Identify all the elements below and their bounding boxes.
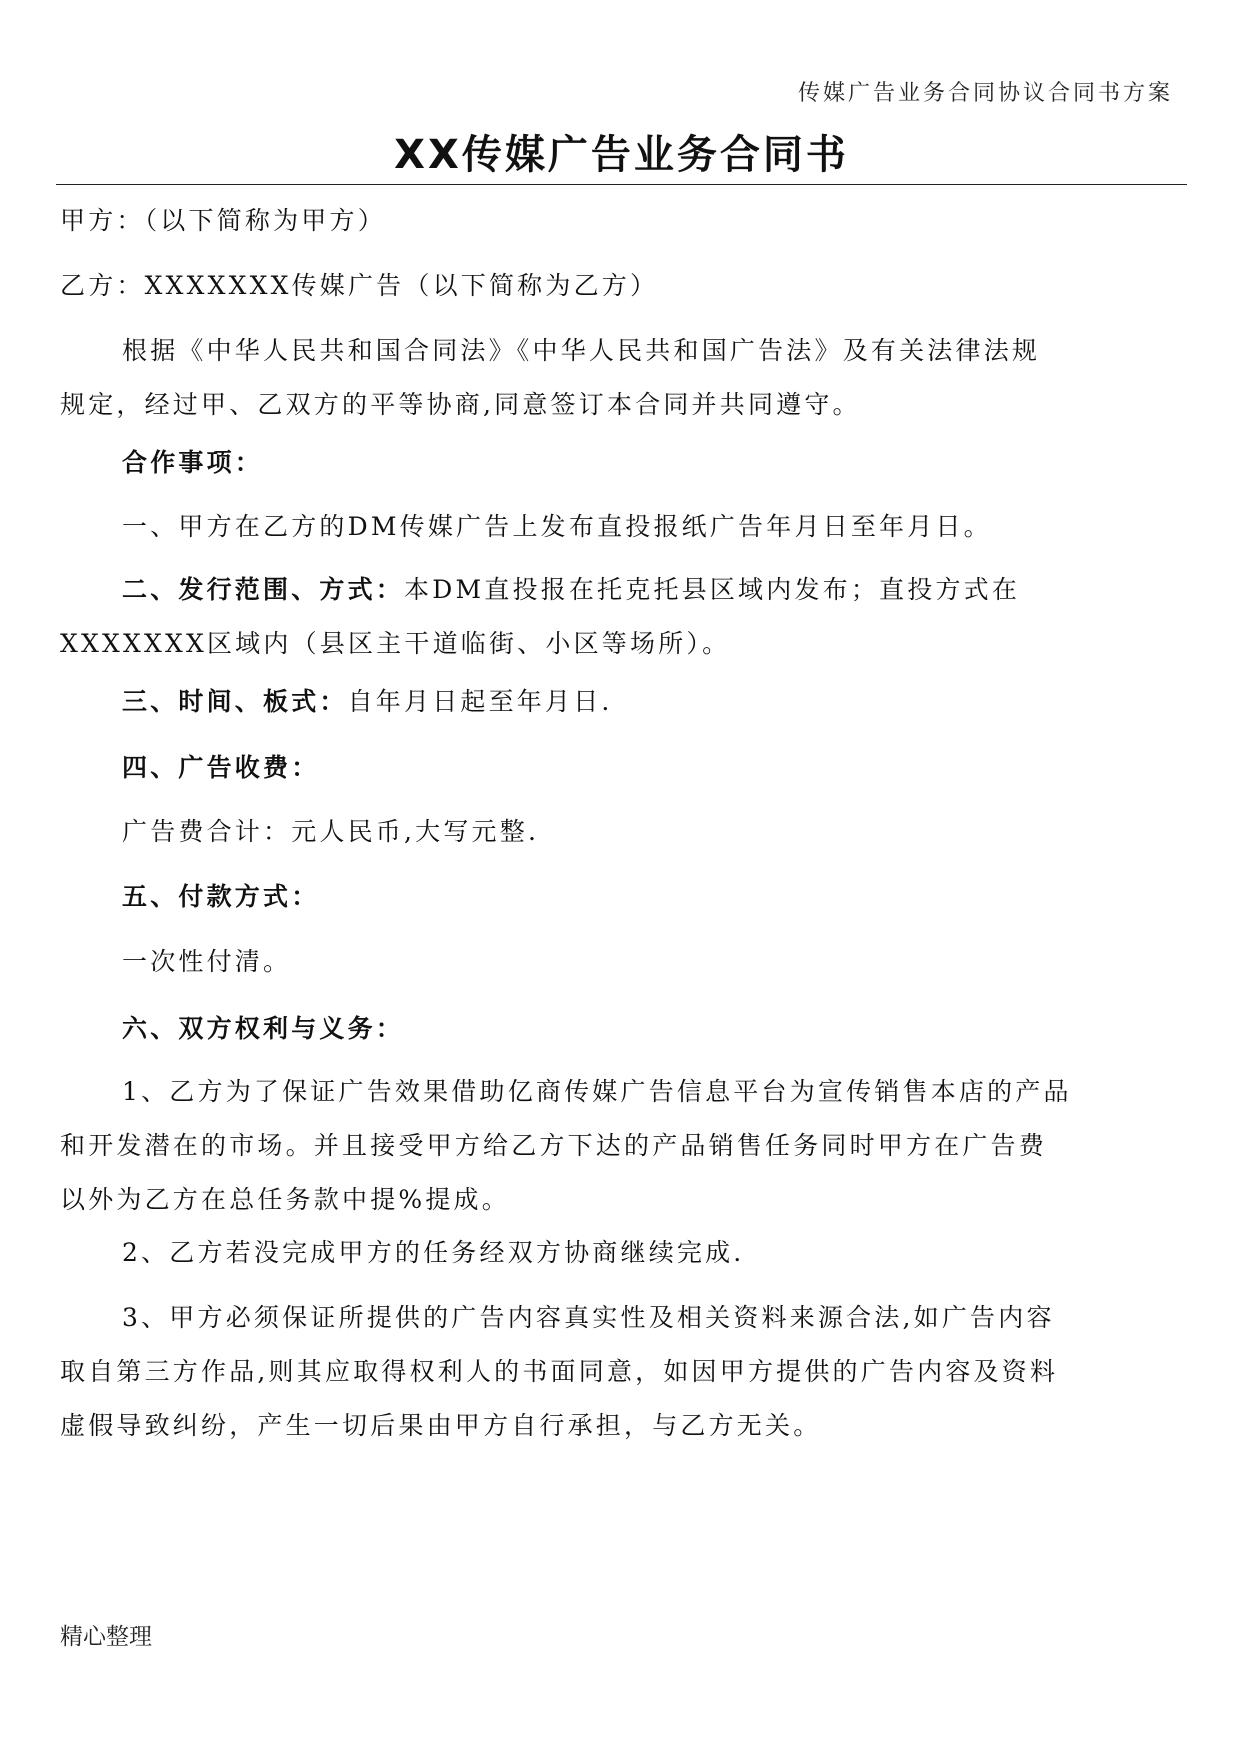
item-4-text: 广告费合计：元人民币,大写元整. [122, 817, 540, 846]
item-2-heading: 二、发行范围、方式： [122, 575, 405, 604]
document-title: XX传媒广告业务合同书 [394, 132, 849, 178]
running-header: 传媒广告业务合同协议合同书方案 [797, 81, 1173, 106]
title-block [56, 130, 1187, 185]
item-5-heading: 五、付款方式： [122, 882, 320, 911]
clause-3-line: 取自第三方作品,则其应取得权利人的书面同意，如因甲方提供的广告内容及资料 [60, 1357, 1059, 1386]
preamble-paragraph [60, 324, 1184, 432]
footer-note: 精心整理 [60, 1624, 152, 1650]
item-3-heading: 三、时间、板式： [122, 687, 348, 716]
item-5-text: 一次性付清。 [122, 947, 292, 976]
clause-1-line: 和开发潜在的市场。并且接受甲方给乙方下达的产品销售任务同时甲方在广告费 [60, 1131, 1048, 1160]
preamble-line: 规定，经过甲、乙双方的平等协商,同意签订本合同并共同遵守。 [60, 390, 861, 419]
clause-3-line: 3、甲方必须保证所提供的广告内容真实性及相关资料来源合法,如广告内容 [122, 1303, 1055, 1332]
clause-1 [60, 1065, 1184, 1227]
item-1: 一、甲方在乙方的DM传媒广告上发布直投报纸广告年月日至年月日。 [122, 512, 992, 541]
cooperation-heading: 合作事项： [122, 448, 264, 477]
clause-1-line: 1、乙方为了保证广告效果借助亿商传媒广告信息平台为宣传销售本店的产品 [122, 1077, 1072, 1106]
clause-1-line: 以外为乙方在总任务款中提%提成。 [60, 1185, 510, 1214]
item-2-text: XXXXXXX区域内（县区主干道临街、小区等场所）。 [60, 629, 731, 658]
preamble-line: 根据《中华人民共和国合同法》《中华人民共和国广告法》及有关法律法规 [122, 336, 1041, 365]
item-3 [60, 675, 1184, 729]
item-6-heading: 六、双方权利与义务： [122, 1014, 405, 1043]
party-a-line: 甲方：（以下简称为甲方） [60, 206, 386, 235]
item-2-text: 本DM直投报在托克托县区域内发布；直投方式在 [404, 575, 1021, 604]
party-b-line: 乙方：XXXXXXX传媒广告（以下简称为乙方） [60, 271, 659, 300]
clause-3 [60, 1291, 1184, 1453]
item-3-text: 自年月日起至年月日. [347, 687, 613, 716]
item-4-heading: 四、广告收费： [122, 753, 320, 782]
clause-3-line: 虚假导致纠纷，产生一切后果由甲方自行承担，与乙方无关。 [60, 1411, 822, 1440]
item-2 [60, 563, 1184, 671]
clause-2: 2、乙方若没完成甲方的任务经双方协商继续完成. [122, 1238, 745, 1267]
